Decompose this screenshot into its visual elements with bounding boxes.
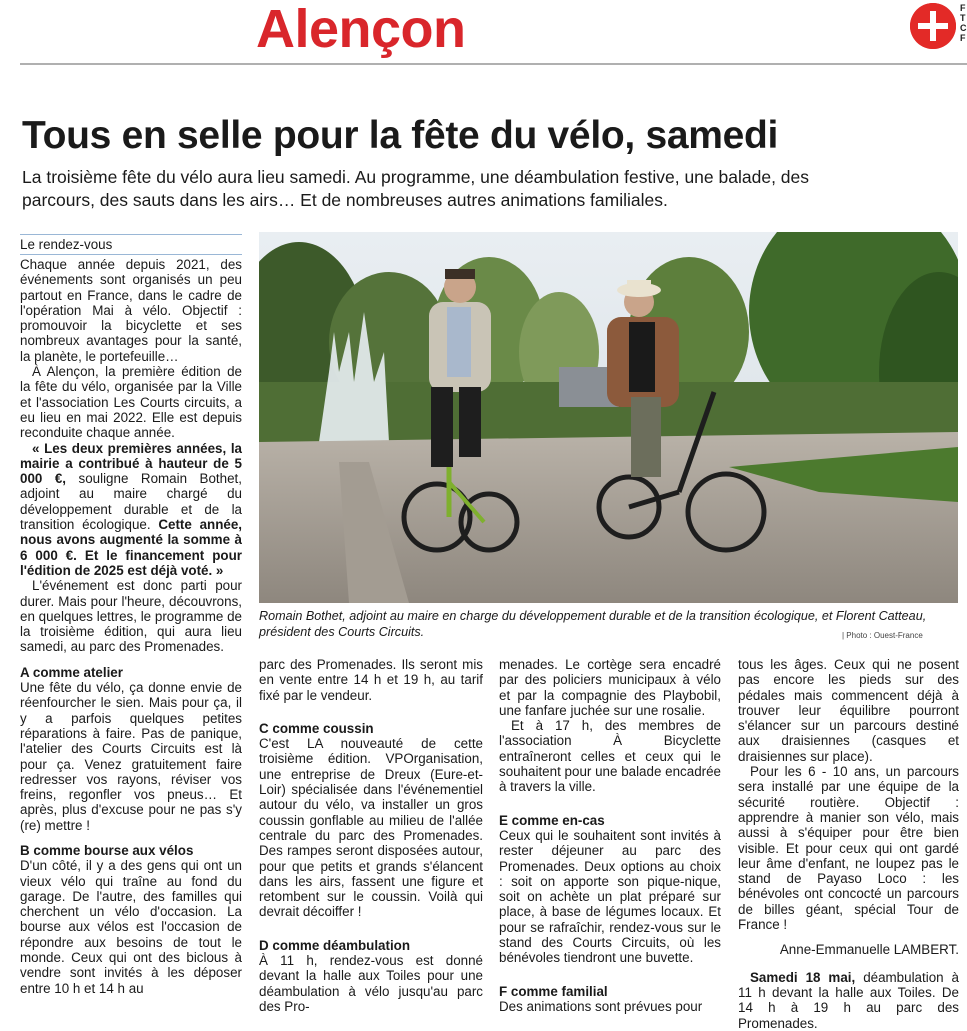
section-heading: E comme en-cas	[499, 812, 605, 828]
article-column-3	[499, 657, 721, 1014]
section-title: Alençon	[256, 0, 466, 59]
paragraph: Une fête du vélo, ça donne envie de réenfourcher le sien. Mais pour ça, il y a parfois quelques petites réparations à faire. Pas de panique, l'atelier des Courts Circuits est là pour ça. Venez gratuitement faire redresser vos rayons, réviser vos freins, regonfler vos pneus… Et après, plus d'excuse pour ne pas s'y (re) mettre !	[20, 680, 242, 833]
paragraph: menades. Le cortège sera encadré par des policiers municipaux à vélo et par la compagnie des Playbobil, une fanfare juchée sur une rosalie.	[499, 657, 721, 718]
author-signature: Anne-Emmanuelle LAMBERT.	[779, 942, 959, 958]
info-text: déambulation à 11 h devant la halle aux Toiles. De 14 h à 19 h au parc des Promenades.	[738, 969, 959, 1031]
article-column-2	[259, 657, 483, 1014]
quote-text: souligne Romain Bothet, adjoint au maire chargé du développement durable et de la transition écologique.	[20, 471, 242, 533]
paragraph: C'est LA nouveauté de cette troisième édition. VPOrganisation, une entreprise de Dreux (Eure-et-Loir) spécialisée dans l'événementiel autour du vélo, va installer un gros coussin gonflable au milieu de l'allée centrale du parc des Promenades. Des rampes seront disposées autour, pour que petits et grands s'élancent dans les airs, fassent une figure et retombent sur le coussin. Voilà qui devrait décoiffer !	[259, 736, 483, 920]
section-heading: A comme atelier	[20, 664, 123, 680]
paragraph: D'un côté, il y a des gens qui ont un vieux vélo qui traîne au fond du garage. De l'autre, des familles qui cherchent un vélo d'occasion. La bourse aux vélos est l'occasion de répondre aux besoins de tout le monde. Ceux qui ont des biclous à vendre sont invités à les déposer entre 10 h et 14 h au	[20, 858, 242, 996]
article-column-1	[20, 257, 242, 996]
sidebar-title: Le rendez-vous	[20, 234, 242, 255]
paragraph: Et à 17 h, des membres de l'association À Bicyclette entraîneront celles et ceux qui le souhaitent pour une balade encadrée à travers la ville.	[499, 718, 721, 795]
paragraph: À Alençon, la première édition de la fête du vélo, organisée par la Ville et l'association Les Courts circuits, a eu lieu en mai 2022. Elle est depuis reconduite chaque année.	[20, 364, 242, 441]
article-column-4	[738, 657, 959, 1031]
paragraph: L'événement est donc parti pour durer. Mais pour l'heure, découvrons, en quelques lettres, le programme de la troisième édition, qui aura lieu samedi, au parc des Promenades.	[20, 578, 242, 655]
paragraph: Chaque année depuis 2021, des événements sont organisés un peu partout en France, dans le cadre de l'opération Mai à vélo. Objectif : promouvoir la bicyclette et ses nombreux avantages pour la santé, la planète, le portefeuille…	[20, 257, 242, 364]
quote-paragraph	[20, 441, 242, 579]
article-photo	[259, 232, 958, 603]
paragraph: tous les âges. Ceux qui ne posent pas encore les pieds sur des pédales mais commencent déjà à trouver leur équilibre pourront s'élancer sur un parcours destiné aux draisiennes (casques et draisiennes sur place).	[738, 657, 959, 764]
quote-bold: Cette année, nous avons augmenté la somme à 6 000 €. Et le financement pour l'édition de 2025 est déjà voté. »	[20, 517, 242, 578]
quote-bold: « Les deux premières années, la mairie a contribué à hauteur de 5 000 €,	[20, 440, 242, 487]
section-heading: C comme coussin	[259, 720, 374, 736]
info-date: Samedi 18 mai,	[750, 969, 856, 985]
paragraph: parc des Promenades. Ils seront mis en vente entre 14 h et 19 h, au tarif fixé par le vendeur.	[259, 657, 483, 703]
paragraph: Pour les 6 - 10 ans, un parcours sera installé par une équipe de la sécurité routière. Objectif : apprendre à manier son vélo, mais aussi à s'équiper pour être bien visible. Et pour ceux qui ont gardé leur âme d'enfant, ne loupez pas le stand de Payaso Loco : les bénévoles ont concocté un parcours de billes géant, spécial Tour de France !	[738, 764, 959, 933]
practical-info	[738, 970, 959, 1031]
header-divider	[20, 63, 967, 65]
photo-caption: Romain Bothet, adjoint au maire en charge du développement durable et de la transition écologique, et Florent Catteau, président des Courts Circuits.	[259, 609, 927, 639]
article-headline: Tous en selle pour la fête du vélo, samedi	[22, 114, 779, 157]
article-lead: La troisième fête du vélo aura lieu samedi. Au programme, une déambulation festive, une balade, des parcours, des sauts dans les airs… Et de nombreuses autres animations familiales.	[22, 167, 810, 210]
section-heading: D comme déambulation	[259, 937, 411, 953]
section-heading: B comme bourse aux vélos	[20, 842, 194, 858]
newspaper-logo-icon	[910, 3, 956, 49]
paragraph: Des animations sont prévues pour	[499, 998, 703, 1014]
paragraph: À 11 h, rendez-vous est donné devant la halle aux Toiles pour une déambulation à vélo jusqu'au parc des Pro-	[259, 953, 483, 1014]
photo-credit: | Photo : Ouest-France	[842, 631, 923, 640]
logo-text: F T C F	[960, 3, 967, 43]
paragraph: Ceux qui le souhaitent sont invités à rester déjeuner au parc des Promenades. Deux options au choix : soit on apporte son pique-nique, soit on achète un plat préparé sur place, à base de légumes locaux. Et pour se rafraîchir, rendez-vous sur le stand des Courts Circuits, où les bénévoles tiendront une buvette.	[499, 827, 721, 966]
section-heading: F comme familial	[499, 983, 608, 999]
